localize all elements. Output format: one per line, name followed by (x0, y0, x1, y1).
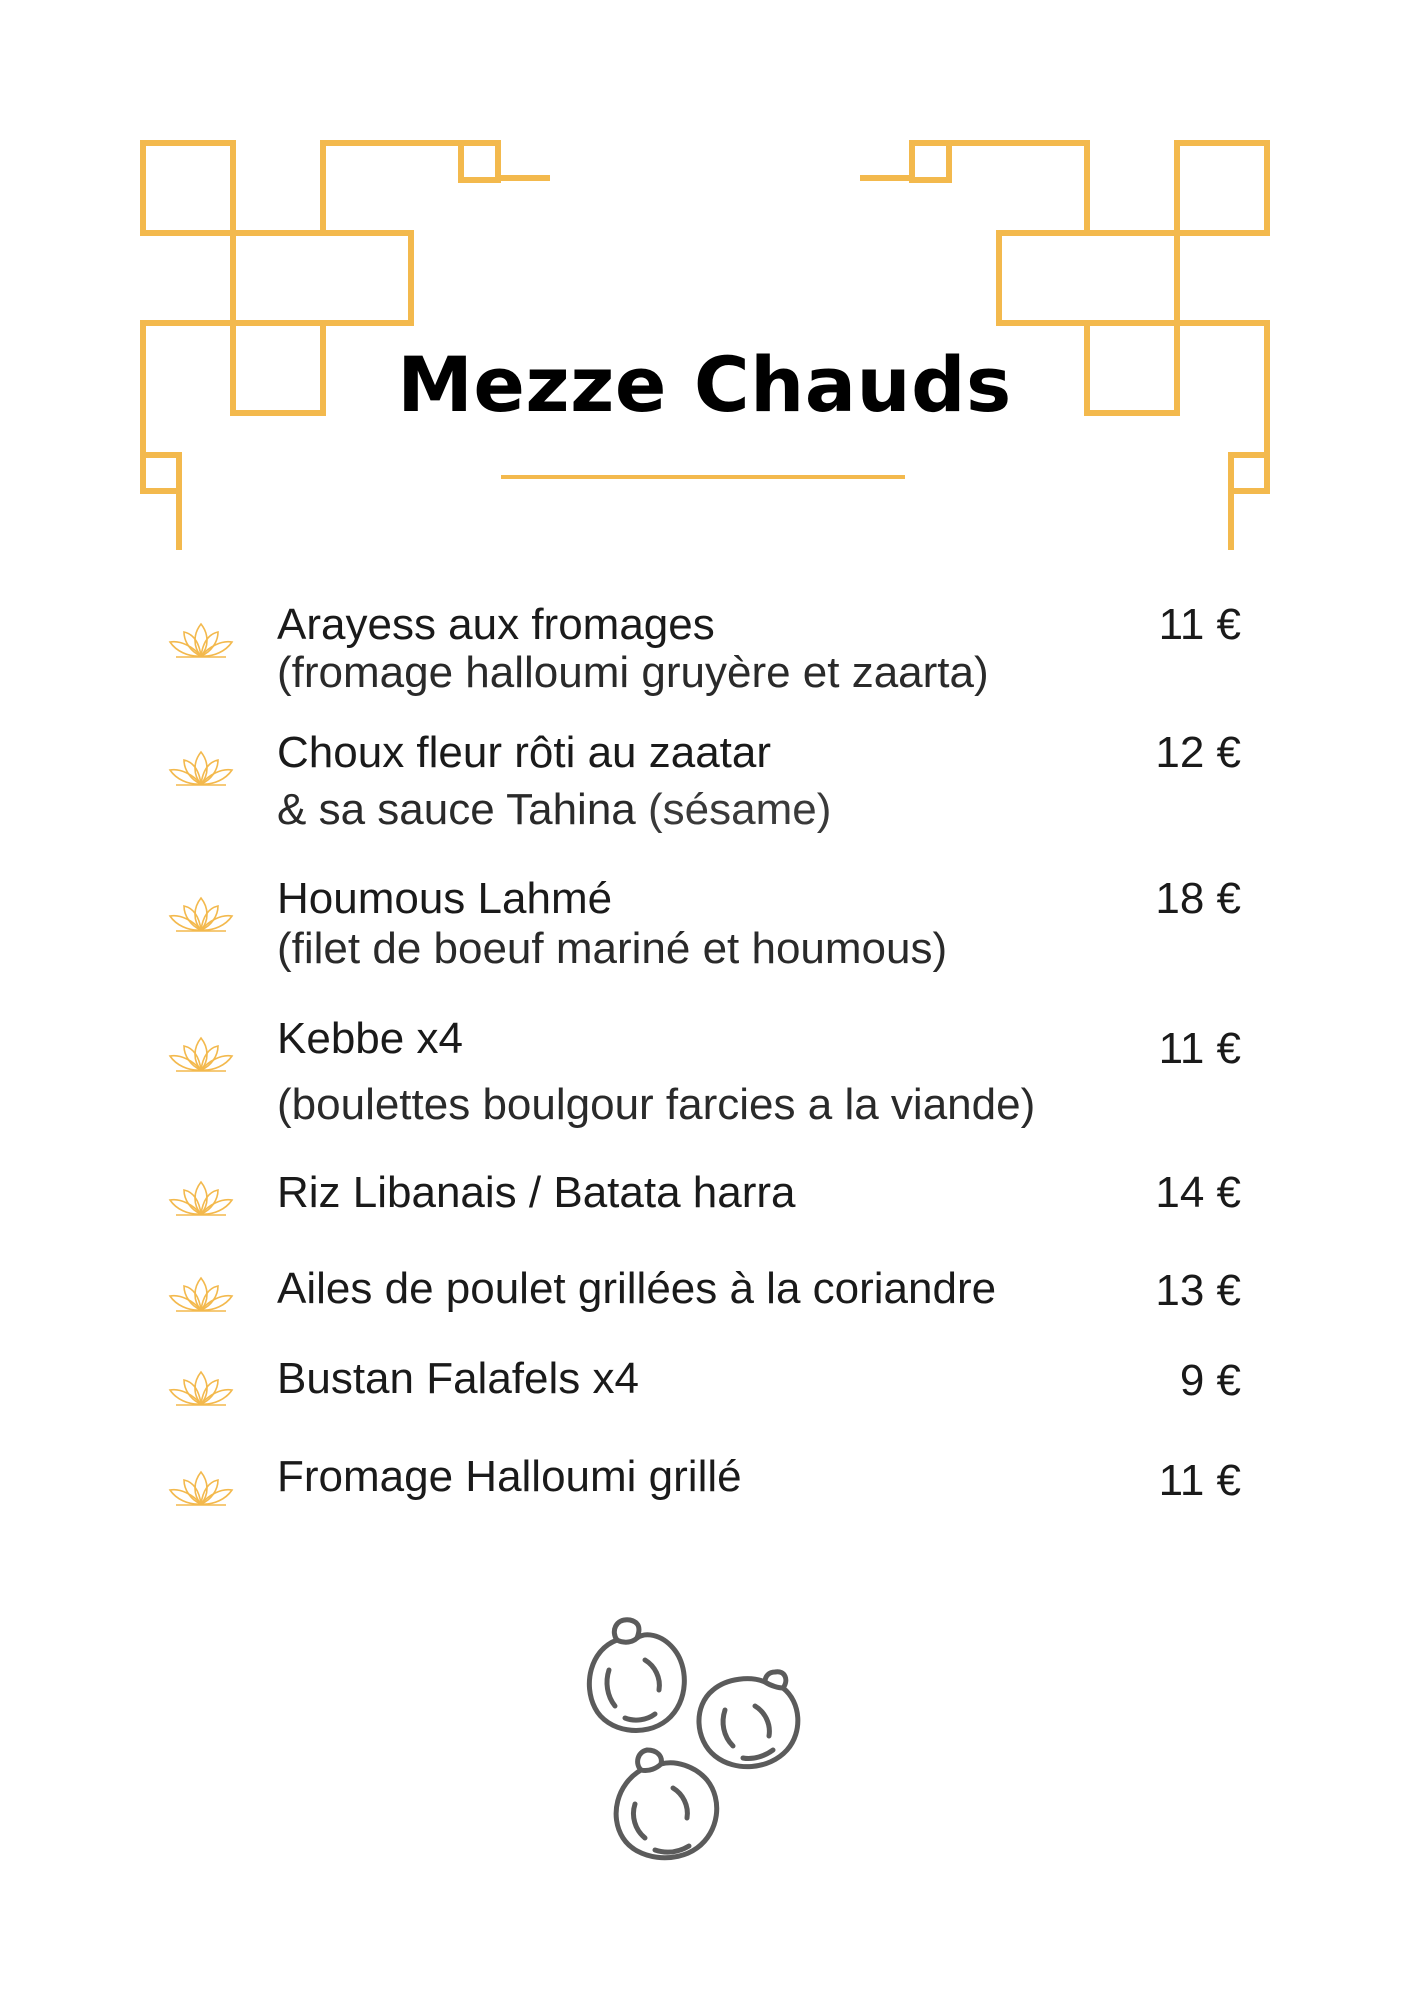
item-description (277, 785, 831, 835)
item-description: (boulettes boulgour farcies a la viande) (277, 1080, 1036, 1129)
item-price: 14 € (1155, 1168, 1241, 1217)
lotus-icon (166, 1178, 236, 1218)
item-description: (fromage halloumi gruyère et zaarta) (277, 648, 989, 697)
item-description: (filet de boeuf mariné et houmous) (277, 924, 948, 973)
page-title: Mezze Chauds (397, 340, 1012, 429)
lotus-icon (166, 1034, 236, 1074)
item-price: 11 € (1158, 1456, 1241, 1505)
item-description-note: (sésame) (648, 785, 832, 834)
item-description-main: & sa sauce Tahina (277, 785, 648, 834)
item-name: Kebbe x4 (277, 1014, 463, 1063)
item-name: Fromage Halloumi grillé (277, 1452, 742, 1501)
lotus-icon (166, 1274, 236, 1314)
lotus-icon (166, 894, 236, 934)
lotus-icon (166, 1368, 236, 1408)
item-name: Ailes de poulet grillées à la coriandre (277, 1264, 997, 1313)
lotus-icon (166, 748, 236, 788)
item-price: 18 € (1155, 874, 1241, 923)
lotus-icon (166, 1468, 236, 1508)
item-price: 12 € (1155, 728, 1241, 777)
item-price: 11 € (1158, 1024, 1241, 1073)
title-underline (501, 475, 905, 479)
item-name: Bustan Falafels x4 (277, 1354, 639, 1403)
item-price: 9 € (1179, 1356, 1241, 1405)
item-name: Arayess aux fromages (277, 600, 715, 649)
lotus-icon (166, 620, 236, 660)
chickpeas-icon (575, 1610, 835, 1870)
item-name: Houmous Lahmé (277, 874, 613, 923)
item-price: 13 € (1155, 1266, 1241, 1315)
item-name: Riz Libanais / Batata harra (277, 1168, 796, 1217)
item-name: Choux fleur rôti au zaatar (277, 728, 772, 777)
item-price: 11 € (1158, 600, 1241, 649)
